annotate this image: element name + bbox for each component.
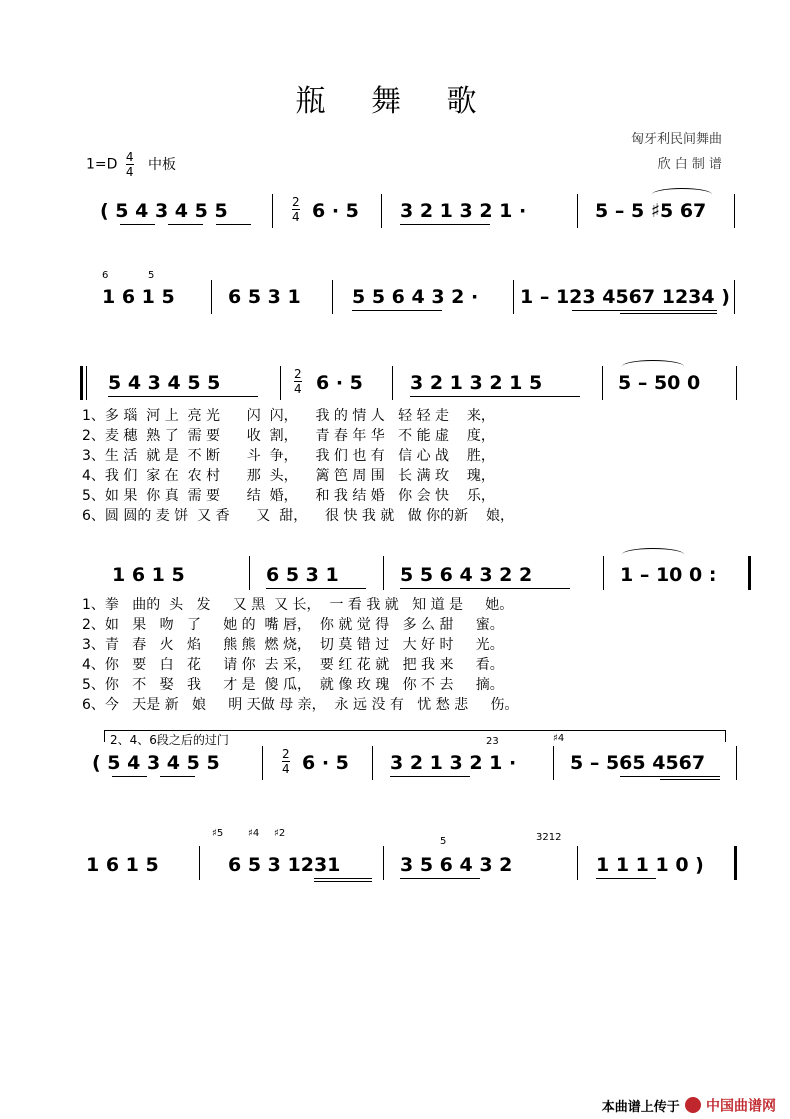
beam-underline xyxy=(168,224,203,225)
measure-1-1: ( 5 4 3 4 5 5 xyxy=(100,200,228,222)
key-label: 1=D xyxy=(86,156,118,173)
verse-line-3: 3、青 春 火 焰 熊 熊 燃 烧， 切 莫 错 过 大 好 时 光。 xyxy=(82,637,504,653)
beam-underline xyxy=(620,776,720,777)
upload-credit xyxy=(602,1095,776,1116)
verse-line-5: 5、你 不 娶 我 才 是 傻 瓜， 就 像 玫 瑰 你 不 去 摘。 xyxy=(82,677,504,693)
arranger-credit: 欣 白 制 谱 xyxy=(657,157,722,172)
barline xyxy=(577,194,578,228)
beam-underline xyxy=(400,878,480,879)
slur-mark xyxy=(622,548,684,561)
repeat-start-barline xyxy=(80,366,83,400)
grace-note: ♯4 xyxy=(553,733,565,744)
final-barline xyxy=(734,846,737,880)
beam-underline xyxy=(112,776,147,777)
barline xyxy=(262,746,263,780)
beam-underline xyxy=(410,396,580,397)
verse-line-6: 6、今 天是 新 娘 明 天做 母 亲， 永 远 没 有 忧 愁 悲 伤。 xyxy=(82,697,519,713)
barline xyxy=(736,746,737,780)
beam-underline xyxy=(314,881,372,882)
grace-note: 5 xyxy=(440,836,447,847)
barline xyxy=(383,556,384,590)
key-signature xyxy=(86,150,176,179)
grace-note: 6 xyxy=(102,270,109,281)
slur-mark xyxy=(652,188,712,201)
beam-underline xyxy=(266,588,366,589)
measure-6-2: 6 5 3 1231 xyxy=(228,854,341,876)
barline xyxy=(513,280,514,314)
barline xyxy=(577,846,578,880)
verse-line-2: 2、如 果 吻 了 她 的 嘴 唇， 你 就 觉 得 多 么 甜 蜜。 xyxy=(82,617,504,633)
verse-line-4: 4、我 们 家 在 农 村 那 头， 篱 笆 周 围 长 满 玫 瑰， xyxy=(82,468,495,484)
grace-note: ♯5 xyxy=(212,828,224,839)
beam-underline xyxy=(108,396,258,397)
barline xyxy=(603,556,604,590)
tempo-label: 中板 xyxy=(147,156,176,173)
time-signature xyxy=(126,150,134,179)
grace-note: 23 xyxy=(486,736,499,747)
verse-line-6: 6、圆 圆的 麦 饼 又 香 又 甜， 很 快 我 就 做 你的新 娘， xyxy=(82,508,514,524)
measure-5-2: 6 · 5 xyxy=(302,752,349,774)
time-numerator: 2 xyxy=(294,367,302,381)
barline xyxy=(272,194,273,228)
measure-5-3: 3 2 1 3 2 1 · xyxy=(390,752,517,774)
measure-3-4: 5 – 50 0 xyxy=(618,372,701,394)
measure-4-4: 1 – 10 0 : xyxy=(620,564,717,586)
beam-underline xyxy=(314,878,372,879)
measure-1-2: 6 · 5 xyxy=(312,200,359,222)
barline xyxy=(553,746,554,780)
measure-2-4: 1 – 123 4567 1234 ) xyxy=(520,286,730,308)
verse-line-3: 3、生 活 就 是 不 断 斗 争， 我 们 也 有 信 心 战 胜， xyxy=(82,448,495,464)
grace-note: ♯4 xyxy=(248,828,260,839)
measure-4-2: 6 5 3 1 xyxy=(266,564,339,586)
slur-mark xyxy=(622,360,684,373)
barline xyxy=(734,280,735,314)
barline xyxy=(280,366,281,400)
time-denominator: 4 xyxy=(294,382,302,396)
barline xyxy=(372,746,373,780)
upload-text: 本曲谱上传于 xyxy=(601,1099,680,1115)
grace-note: ♯2 xyxy=(274,828,286,839)
time-signature-2-4 xyxy=(294,367,302,396)
time-numerator: 4 xyxy=(125,150,134,164)
barline xyxy=(249,556,250,590)
barline xyxy=(211,280,212,314)
grace-note: 5 xyxy=(148,270,155,281)
bracket-mark xyxy=(104,730,105,742)
barline xyxy=(332,280,333,314)
measure-5-4: 5 – 565 4567 xyxy=(570,752,706,774)
measure-6-3: 3 5 6 4 3 2 xyxy=(400,854,513,876)
time-denominator: 4 xyxy=(292,210,300,224)
beam-underline xyxy=(400,588,570,589)
measure-3-2: 6 · 5 xyxy=(316,372,363,394)
grace-note: 3212 xyxy=(536,832,562,843)
time-signature-2-4 xyxy=(292,195,300,224)
beam-underline xyxy=(620,313,717,314)
measure-5-1: ( 5 4 3 4 5 5 xyxy=(92,752,220,774)
site-logo-icon xyxy=(685,1097,701,1113)
time-numerator: 2 xyxy=(282,747,290,761)
verse-line-1: 1、拳 曲的 头 发 又 黑 又 长， 一 看 我 就 知 道 是 她。 xyxy=(82,597,514,613)
beam-underline xyxy=(120,224,155,225)
barline xyxy=(86,366,87,400)
time-denominator: 4 xyxy=(125,165,134,179)
beam-underline xyxy=(572,310,717,311)
barline xyxy=(736,366,737,400)
barline xyxy=(602,366,603,400)
page-title: 瓶 舞 歌 xyxy=(295,84,495,119)
measure-1-4: 5 – 5 ♯5 67 xyxy=(595,200,707,222)
verse-line-2: 2、麦 穗 熟 了 需 要 收 割， 青 春 年 华 不 能 虚 度， xyxy=(82,428,495,444)
beam-underline xyxy=(390,776,470,777)
interlude-label: 2、4、6段之后的过门 xyxy=(110,733,229,747)
measure-4-1: 1 6 1 5 xyxy=(112,564,185,586)
measure-2-3: 5 5 6 4 3 2 · xyxy=(352,286,479,308)
beam-underline xyxy=(352,310,442,311)
measure-6-1: 1 6 1 5 xyxy=(86,854,159,876)
barline xyxy=(199,846,200,880)
bracket-mark xyxy=(725,730,726,742)
repeat-end-barline xyxy=(748,556,751,590)
measure-6-4: 1 1 1 1 0 ) xyxy=(596,854,704,876)
measure-2-1: 1 6 1 5 xyxy=(102,286,175,308)
time-numerator: 2 xyxy=(292,195,300,209)
beam-underline xyxy=(400,224,490,225)
measure-4-3: 5 5 6 4 3 2 2 xyxy=(400,564,533,586)
verse-line-5: 5、如 果 你 真 需 要 结 婚， 和 我 结 婚 你 会 快 乐， xyxy=(82,488,495,504)
measure-2-2: 6 5 3 1 xyxy=(228,286,301,308)
beam-underline xyxy=(160,776,195,777)
site-name[interactable]: 中国曲谱网 xyxy=(706,1098,776,1114)
time-signature-2-4 xyxy=(282,747,290,776)
verse-line-1: 1、多 瑙 河 上 亮 光 闪 闪， 我 的 情 人 轻 轻 走 来， xyxy=(82,408,495,424)
beam-underline xyxy=(596,878,656,879)
verse-line-4: 4、你 要 白 花 请 你 去 采， 要 红 花 就 把 我 来 看。 xyxy=(82,657,504,673)
source-credit: 匈牙利民间舞曲 xyxy=(630,132,722,147)
barline xyxy=(734,194,735,228)
barline xyxy=(381,194,382,228)
beam-underline xyxy=(660,779,720,780)
measure-1-3: 3 2 1 3 2 1 · xyxy=(400,200,527,222)
time-denominator: 4 xyxy=(282,762,290,776)
measure-3-3: 3 2 1 3 2 1 5 xyxy=(410,372,543,394)
barline xyxy=(383,846,384,880)
measure-3-1: 5 4 3 4 5 5 xyxy=(108,372,221,394)
barline xyxy=(392,366,393,400)
beam-underline xyxy=(216,224,251,225)
